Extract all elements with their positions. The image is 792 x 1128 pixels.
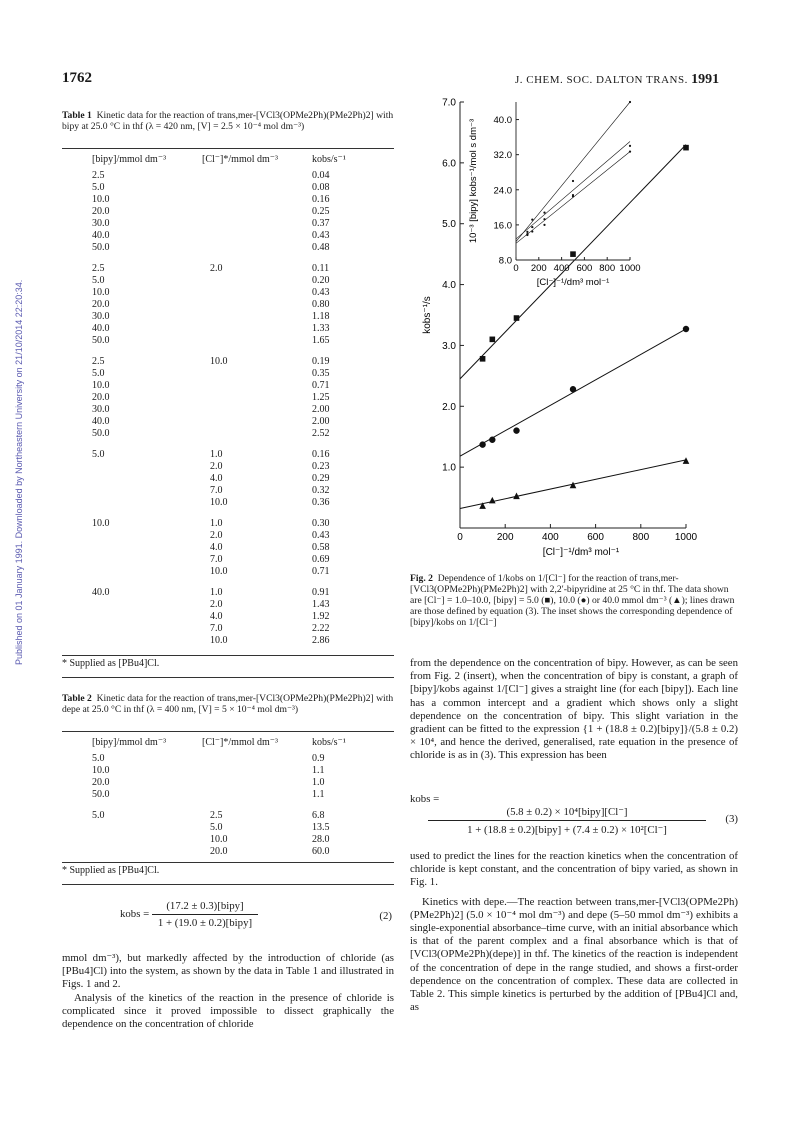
data-point-dot <box>629 145 631 147</box>
data-point-dot <box>526 234 528 236</box>
table2-cell: 20.0 <box>210 846 228 857</box>
table1-cell: 0.48 <box>312 242 330 253</box>
inset-x-tick-label: 1000 <box>619 263 641 274</box>
table1-cell: 0.43 <box>312 287 330 298</box>
eq2-numerator: (17.2 ± 0.3)[bipy] <box>152 900 258 915</box>
table1-row <box>92 566 392 578</box>
table2-bottom-rule <box>62 862 394 863</box>
table1-cell <box>202 323 312 335</box>
table1-cell <box>92 473 202 485</box>
journal-name: J. CHEM. SOC. DALTON TRANS. <box>515 74 688 86</box>
table1-row <box>92 380 392 392</box>
table2-top-rule <box>62 731 394 732</box>
table2-row <box>92 765 392 777</box>
table1-cell: 0.37 <box>312 218 330 229</box>
data-point-square <box>514 315 520 321</box>
eq3-number: (3) <box>725 813 738 825</box>
table2-row <box>92 777 392 789</box>
table1-row <box>92 275 392 287</box>
table1-row <box>92 194 392 206</box>
table1-cell: 4.0 <box>210 473 223 484</box>
table1-row <box>92 635 392 647</box>
main-x-tick-label: 400 <box>542 532 559 543</box>
table1-cell <box>202 380 312 392</box>
table1-row <box>92 218 392 230</box>
table1-cell: 50.0 <box>92 428 110 439</box>
table1-row <box>92 230 392 242</box>
table1-cell <box>202 392 312 404</box>
eq3-numerator: (5.8 ± 0.2) × 10⁴[bipy][Cl⁻] <box>428 805 706 821</box>
table1-row <box>92 254 392 275</box>
data-point-circle <box>513 427 519 433</box>
table2-cell <box>202 777 312 789</box>
table2-label: Table 2 <box>62 693 92 704</box>
table1-end-rule <box>62 677 394 678</box>
table1-cell: 1.43 <box>312 599 330 610</box>
main-y-tick-label: 5.0 <box>442 219 456 231</box>
table1-cell: 0.71 <box>312 566 330 577</box>
table1-cell: 1.25 <box>312 392 330 403</box>
table1-cell <box>202 428 312 440</box>
table1-cell: 10.0 <box>92 380 110 391</box>
table1-cell: 0.80 <box>312 299 330 310</box>
data-point-dot <box>543 224 545 226</box>
table1-cell <box>92 554 202 566</box>
table1-cell: 7.0 <box>210 554 223 565</box>
table1-row <box>92 404 392 416</box>
inset-x-axis-label: [Cl⁻]⁻¹/dm³ mol⁻¹ <box>536 277 610 288</box>
table1-cell <box>202 230 312 242</box>
table2-caption-text: Kinetic data for the reaction of trans,mer-[VCl3(OPMe2Ph)(PMe2Ph)2] with depe at 25.0 °C in thf (λ = 400 nm, [V] = 5 × 10⁻⁴ mol dm⁻³) <box>62 693 394 715</box>
journal-year: 1991 <box>691 72 720 87</box>
main-x-tick-label: 600 <box>587 532 604 543</box>
table2-cell: 60.0 <box>312 846 330 857</box>
table1-cell <box>92 461 202 473</box>
table2 <box>92 737 392 858</box>
table1-cell <box>202 194 312 206</box>
inset-y-tick-label: 24.0 <box>493 185 512 197</box>
data-point-circle <box>570 386 576 392</box>
table1-cell: 20.0 <box>92 299 110 310</box>
table2-cell: 20.0 <box>92 777 110 788</box>
table2-cell: 1.1 <box>312 789 325 800</box>
table1-cell <box>92 599 202 611</box>
table1-row <box>92 611 392 623</box>
table1-cell <box>92 635 202 647</box>
table1-cell: 4.0 <box>210 611 223 622</box>
inset-x-tick-label: 800 <box>599 263 616 274</box>
table1-row <box>92 428 392 440</box>
eq3-lhs: kobs = <box>410 793 440 805</box>
right-body-text-2 <box>410 850 738 1014</box>
table1-cell <box>202 182 312 194</box>
table2-cell: 2.5 <box>210 810 223 821</box>
equation-2 <box>120 900 392 929</box>
table1-cell: 0.32 <box>312 485 330 496</box>
table1-cell: 7.0 <box>210 623 223 634</box>
table1-row <box>92 347 392 368</box>
table2-cell <box>92 834 202 846</box>
table1-cell: 10.0 <box>92 287 110 298</box>
table1-cell: 20.0 <box>92 206 110 217</box>
table1-row <box>92 461 392 473</box>
table1-row <box>92 392 392 404</box>
table1-bottom-rule <box>62 655 394 656</box>
left-body-text <box>62 952 394 1031</box>
table1-cell: 10.0 <box>210 497 228 508</box>
table2-row <box>92 834 392 846</box>
table1-cell <box>92 566 202 578</box>
fit-line-square <box>460 145 686 379</box>
table2-end-rule <box>62 884 394 885</box>
table1-column-header: kobs/s⁻¹ <box>312 154 346 165</box>
table1-row <box>92 623 392 635</box>
table2-row <box>92 789 392 801</box>
table1-row <box>92 599 392 611</box>
table1-cell: 2.86 <box>312 635 330 646</box>
table1-cell: 40.0 <box>92 323 110 334</box>
table2-cell: 5.0 <box>92 810 105 821</box>
table1-row <box>92 485 392 497</box>
table1-cell <box>202 404 312 416</box>
table1-cell: 2.5 <box>92 170 105 181</box>
table2-cell: 10.0 <box>210 834 228 845</box>
table1-column-header: [Cl⁻]*/mmol dm⁻³ <box>202 154 279 165</box>
main-x-axis-label: [Cl⁻]⁻¹/dm³ mol⁻¹ <box>542 547 620 558</box>
table2-caption <box>62 693 394 715</box>
table1-cell: 10.0 <box>210 566 228 577</box>
inset-y-axis-label: 10⁻³ [bipy] kobs⁻¹/mol s dm⁻³ <box>468 118 479 244</box>
table1-cell: 0.08 <box>312 182 330 193</box>
table1-cell: 7.0 <box>210 485 223 496</box>
table1-cell <box>202 368 312 380</box>
table2-row <box>92 753 392 765</box>
table1-cell: 0.25 <box>312 206 330 217</box>
table1-cell: 0.43 <box>312 230 330 241</box>
right-paragraph-2: used to predict the lines for the reaction kinetics when the concentration of chloride is kept constant, and the concentration of bipy varied, as shown in Fig. 1. <box>410 850 738 889</box>
main-x-tick-label: 200 <box>496 532 514 543</box>
table1-row <box>92 206 392 218</box>
data-point-dot <box>572 194 574 196</box>
table1-row <box>92 287 392 299</box>
inset-x-tick-label: 400 <box>553 263 570 274</box>
table1-row <box>92 578 392 599</box>
download-watermark <box>4 150 24 670</box>
data-point-dot <box>526 231 528 233</box>
figure2-label: Fig. 2 <box>410 573 433 584</box>
table2-row <box>92 846 392 858</box>
figure2-caption <box>410 573 738 628</box>
table1-cell: 0.35 <box>312 368 330 379</box>
table1-cell: 0.29 <box>312 473 330 484</box>
data-point-circle <box>683 326 689 332</box>
eq2-number: (2) <box>379 910 392 922</box>
table1-cell: 0.23 <box>312 461 330 472</box>
right-paragraph-3: Kinetics with depe.—The reaction between trans,mer-[VCl3(OPMe2Ph)(PMe2Ph)2] (5.0 × 10⁻⁴ mol dm⁻³) and depe (5–50 mmol dm⁻³) exhibits a single-exponential absorbance–time curve, with an initial absorbance which is that of the parent complex and a final absorbance which is that of [VCl3(OPMe2Ph)(depe)] in thf. The kinetics of the reaction is independent of the concentration of depe in the range studied, and shows a first-order dependence on the concentration of complex. These data are collected in Table 2. This simple kinetics is perturbed by the addition of [PBu4]Cl and, as <box>410 895 738 1014</box>
download-note: Published on 01 January 1991. Downloaded by Northeastern University on 21/10/2014 22:20:34. <box>14 279 24 665</box>
page-number: 1762 <box>62 70 92 86</box>
table1-row <box>92 182 392 194</box>
eq2-lhs: kobs = <box>120 907 150 920</box>
table1-cell: 4.0 <box>210 542 223 553</box>
inset-x-tick-label: 200 <box>530 263 547 274</box>
table1-cell: 2.0 <box>210 263 223 274</box>
table1-cell <box>202 311 312 323</box>
figure2-chart <box>408 98 738 568</box>
table1-cell: 1.0 <box>210 449 223 460</box>
table1-cell: 2.5 <box>92 263 105 274</box>
table1-cell <box>202 170 312 182</box>
main-y-tick-label: 7.0 <box>442 98 456 109</box>
table1-row <box>92 335 392 347</box>
inset-fit-line <box>516 142 630 239</box>
table1-row <box>92 509 392 530</box>
table1-cell: 0.71 <box>312 380 330 391</box>
table1-cell: 5.0 <box>92 449 105 460</box>
table1-caption <box>62 110 394 132</box>
table2-cell <box>92 846 202 858</box>
table2-row <box>92 801 392 822</box>
inset-y-tick-label: 8.0 <box>498 255 512 267</box>
inset-x-tick-label: 600 <box>576 263 593 274</box>
table1-grid <box>92 154 392 647</box>
main-y-tick-label: 1.0 <box>442 462 456 474</box>
main-y-axis-label: kobs⁻¹/s <box>422 296 433 334</box>
table1-cell: 1.92 <box>312 611 330 622</box>
table1-cell: 0.69 <box>312 554 330 565</box>
table1-cell: 5.0 <box>92 368 105 379</box>
table1-cell <box>92 623 202 635</box>
table1-cell: 10.0 <box>92 194 110 205</box>
table2-header-row <box>92 737 392 753</box>
table2-cell: 6.8 <box>312 810 325 821</box>
table1-cell: 30.0 <box>92 404 110 415</box>
table1 <box>92 154 392 647</box>
main-y-tick-label: 3.0 <box>442 340 456 352</box>
table2-cell: 10.0 <box>92 765 110 776</box>
table2-cell: 1.0 <box>312 777 325 788</box>
data-point-triangle <box>489 497 496 504</box>
table1-row <box>92 497 392 509</box>
eq3-fraction <box>428 805 706 836</box>
table1-cell: 0.91 <box>312 587 330 598</box>
table2-footnote: * Supplied as [PBu4]Cl. <box>62 865 160 876</box>
table1-cell <box>92 542 202 554</box>
table1-cell <box>92 611 202 623</box>
data-point-dot <box>629 150 631 152</box>
table1-cell: 40.0 <box>92 230 110 241</box>
table1-top-rule <box>62 148 394 149</box>
table1-cell <box>92 530 202 542</box>
table1-cell: 20.0 <box>92 392 110 403</box>
table2-column-header: kobs/s⁻¹ <box>312 737 346 748</box>
table1-cell <box>202 287 312 299</box>
main-y-tick-label: 4.0 <box>442 280 456 292</box>
data-point-dot <box>531 230 533 232</box>
equation-3 <box>410 793 738 843</box>
table1-row <box>92 473 392 485</box>
table1-cell: 2.00 <box>312 416 330 427</box>
inset-y-tick-label: 40.0 <box>493 115 512 127</box>
table1-cell: 0.16 <box>312 194 330 205</box>
table1-row <box>92 440 392 461</box>
table1-cell: 1.65 <box>312 335 330 346</box>
main-x-tick-label: 0 <box>457 532 463 543</box>
table1-cell <box>202 416 312 428</box>
table1-cell: 2.0 <box>210 599 223 610</box>
table1-cell: 10.0 <box>210 356 228 367</box>
table1-cell: 1.18 <box>312 311 330 322</box>
table1-cell: 0.20 <box>312 275 330 286</box>
table1-cell <box>202 299 312 311</box>
table1-cell: 2.0 <box>210 530 223 541</box>
table1-cell <box>202 242 312 254</box>
left-paragraph-2: Analysis of the kinetics of the reaction in the presence of chloride is complicated since it proved impossible to dissect graphically the dependence on the concentration of chloride <box>62 991 394 1031</box>
data-point-dot <box>531 219 533 221</box>
table1-row <box>92 368 392 380</box>
data-point-square <box>480 356 486 362</box>
table1-row <box>92 554 392 566</box>
table1-cell: 0.43 <box>312 530 330 541</box>
table1-cell: 0.16 <box>312 449 330 460</box>
table1-cell <box>202 206 312 218</box>
table1-cell: 0.04 <box>312 170 330 181</box>
table1-cell: 10.0 <box>210 635 228 646</box>
eq2-fraction <box>152 900 258 929</box>
table1-cell: 30.0 <box>92 218 110 229</box>
table1-cell: 0.36 <box>312 497 330 508</box>
table1-cell: 2.00 <box>312 404 330 415</box>
table2-row <box>92 822 392 834</box>
table1-row <box>92 299 392 311</box>
main-y-tick-label: 6.0 <box>442 158 456 170</box>
table1-cell <box>202 275 312 287</box>
data-point-circle <box>479 441 485 447</box>
table2-cell: 50.0 <box>92 789 110 800</box>
journal-header <box>515 72 719 88</box>
table1-cell: 5.0 <box>92 275 105 286</box>
inset-y-tick-label: 32.0 <box>493 150 512 162</box>
table1-header-row <box>92 154 392 170</box>
table1-cell: 30.0 <box>92 311 110 322</box>
data-point-dot <box>572 180 574 182</box>
table1-row <box>92 323 392 335</box>
table2-cell <box>202 789 312 801</box>
table2-cell <box>202 753 312 765</box>
table1-cell <box>202 335 312 347</box>
eq2-denominator: 1 + (19.0 ± 0.2)[bipy] <box>157 917 253 929</box>
table1-cell: 2.0 <box>210 461 223 472</box>
left-paragraph-1: mmol dm⁻³), but markedly affected by the introduction of chloride (as [PBu4]Cl) into the system, as shown by the data in Table 1 and illustrated in Figs. 1 and 2. <box>62 952 394 991</box>
table1-cell: 50.0 <box>92 335 110 346</box>
main-y-tick-label: 2.0 <box>442 401 456 413</box>
main-x-tick-label: 800 <box>632 532 650 543</box>
table2-cell: 1.1 <box>312 765 325 776</box>
inset-y-tick-label: 16.0 <box>493 220 512 232</box>
table2-cell: 13.5 <box>312 822 330 833</box>
table1-row <box>92 416 392 428</box>
table1-row <box>92 170 392 182</box>
table1-footnote: * Supplied as [PBu4]Cl. <box>62 658 160 669</box>
table1-cell: 0.11 <box>312 263 330 274</box>
data-point-dot <box>629 101 631 103</box>
figure2-caption-text: Dependence of 1/kobs on 1/[Cl⁻] for the reaction of trans,mer-[VCl3(OPMe2Ph)(PMe2Ph)2] with 2,2′-bipyridine at 25 °C in thf. The data shown are [Cl⁻] = 1.0–10.0, [bipy] = 5.0 (■), 10.0 (●) or 40.0 mmol dm⁻³ (▲); lines drawn are those defined by equation (3). The inset shows the corresponding dependence of [bipy]/kobs on 1/[Cl⁻] <box>410 573 735 628</box>
data-point-square <box>490 337 496 343</box>
table1-column-header: [bipy]/mmol dm⁻³ <box>92 154 167 165</box>
inset-x-tick-label: 0 <box>513 263 519 274</box>
table1-cell: 1.0 <box>210 518 223 529</box>
table2-cell: 5.0 <box>210 822 223 833</box>
table1-cell: 40.0 <box>92 416 110 427</box>
main-x-tick-label: 1000 <box>674 532 698 543</box>
right-body-text <box>410 657 738 763</box>
right-paragraph-1: from the dependence on the concentration of bipy. However, as can be seen from Fig. 2 (insert), when the concentration of bipy is constant, a graph of [bipy]/kobs against 1/[Cl⁻] gives a straight line (for each [bipy]). Each line has a common intercept and a gradient which shows only a slight dependence on the concentration of bipy. This slight variation in the gradient can be fitted to the expression {1 + (18.8 ± 0.2)[bipy]}/(5.8 ± 0.2) × 10⁴, and hence the derived, generalised, rate equation in the presence of chloride is as in (3). This expression has been <box>410 657 738 762</box>
table1-cell: 50.0 <box>92 242 110 253</box>
table2-cell <box>92 822 202 834</box>
table1-cell: 0.19 <box>312 356 330 367</box>
table1-cell <box>92 497 202 509</box>
table2-cell <box>202 765 312 777</box>
data-point-square <box>683 145 689 151</box>
data-point-square <box>570 251 576 257</box>
table1-cell <box>92 485 202 497</box>
inset-fit-line <box>516 152 630 244</box>
table1-label: Table 1 <box>62 110 92 121</box>
table1-cell: 10.0 <box>92 518 110 529</box>
data-point-dot <box>543 212 545 214</box>
data-point-circle <box>489 437 495 443</box>
table1-cell: 1.0 <box>210 587 223 598</box>
table1-cell: 0.30 <box>312 518 330 529</box>
table1-row <box>92 530 392 542</box>
table2-column-header: [Cl⁻]*/mmol dm⁻³ <box>202 737 279 748</box>
table1-row <box>92 242 392 254</box>
eq3-denominator: 1 + (18.8 ± 0.2)[bipy] + (7.4 ± 0.2) × 10²[Cl⁻] <box>467 824 667 836</box>
table1-cell: 5.0 <box>92 182 105 193</box>
table1-cell: 2.5 <box>92 356 105 367</box>
table1-caption-text: Kinetic data for the reaction of trans,mer-[VCl3(OPMe2Ph)(PMe2Ph)2] with bipy at 25.0 °C in thf (λ = 420 nm, [V] = 2.5 × 10⁻⁴ mol dm⁻³) <box>62 110 394 132</box>
table2-column-header: [bipy]/mmol dm⁻³ <box>92 737 167 748</box>
table1-cell: 1.33 <box>312 323 330 334</box>
table1-cell: 2.22 <box>312 623 330 634</box>
table1-cell: 2.52 <box>312 428 330 439</box>
table1-cell <box>202 218 312 230</box>
table2-grid <box>92 737 392 858</box>
table2-cell: 0.9 <box>312 753 325 764</box>
data-point-dot <box>531 226 533 228</box>
table1-row <box>92 311 392 323</box>
table2-cell: 5.0 <box>92 753 105 764</box>
table1-cell: 40.0 <box>92 587 110 598</box>
table1-cell: 0.58 <box>312 542 330 553</box>
table1-row <box>92 542 392 554</box>
table2-cell: 28.0 <box>312 834 330 845</box>
